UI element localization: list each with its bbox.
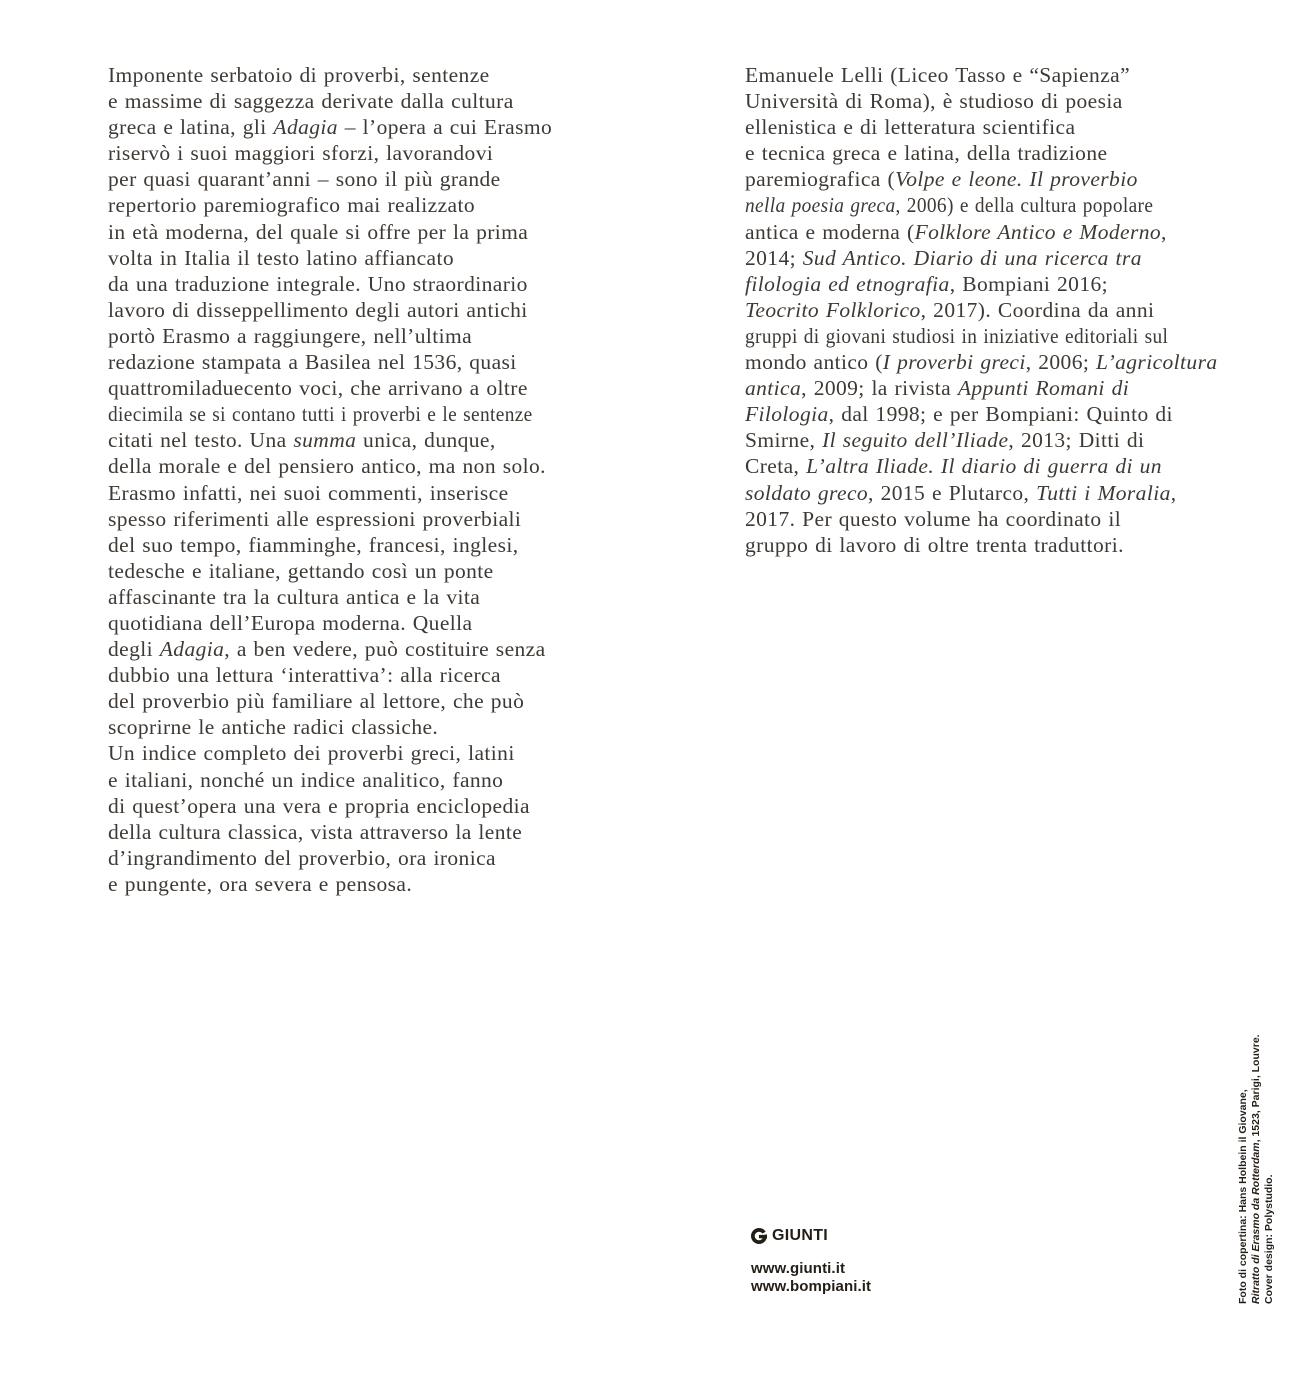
text-line: [108, 245, 596, 271]
text-segment: affascinante tra la cultura antica e la vita: [108, 584, 481, 609]
text-segment: citati nel testo. Una: [108, 428, 294, 453]
text-line: [745, 219, 1240, 245]
text-line: [108, 558, 596, 584]
text-segment: lavoro di disseppellimento degli autori antichi: [108, 297, 528, 322]
text-segment: ellenistica e di letteratura scientifica: [745, 115, 1076, 140]
text-segment: Erasmo infatti, nei suoi commenti, inserisce: [108, 480, 509, 505]
text-segment: della cultura classica, vista attraverso la lente: [108, 819, 523, 844]
text-line: [745, 349, 1240, 375]
text-line: [108, 140, 596, 166]
text-segment: , 2009; la rivista: [801, 376, 958, 401]
text-segment: da una traduzione integrale. Uno straordinario: [108, 271, 528, 296]
text-line: [108, 192, 596, 218]
text-segment: ,: [1170, 480, 1177, 505]
giunti-logo: [751, 1227, 871, 1244]
text-segment: mondo antico (: [745, 350, 883, 375]
text-segment: del suo tempo, fiamminghe, francesi, inglesi,: [108, 532, 519, 557]
text-line: [745, 88, 1240, 114]
text-line: [108, 219, 596, 245]
giunti-g-icon: [751, 1228, 767, 1244]
text-segment: tedesche e italiane, gettando così un ponte: [108, 558, 494, 583]
text-segment: antica e moderna (: [745, 219, 915, 244]
text-line: [108, 506, 596, 532]
text-segment: dubbio una lettura ‘interattiva’: alla ricerca: [108, 663, 501, 688]
text-line: [108, 401, 547, 427]
italic-text-segment: Adagia: [273, 115, 338, 140]
text-segment: scoprirne le antiche radici classiche.: [108, 715, 439, 740]
text-line: [745, 480, 1240, 506]
italic-text-segment: Tutti i Moralia: [1036, 480, 1171, 505]
text-segment: – l’opera a cui Erasmo: [337, 115, 553, 140]
cover-photo-credits: [1237, 1032, 1276, 1304]
text-line: [108, 271, 596, 297]
text-segment: , 2006;: [1025, 350, 1097, 375]
text-line: [1250, 1032, 1263, 1304]
text-segment: e massime di saggezza derivate dalla cultura: [108, 89, 514, 114]
giunti-logo-text: GIUNTI: [772, 1226, 829, 1244]
text-segment: riservò i suoi maggiori sforzi, lavorandovi: [108, 141, 494, 166]
text-segment: redazione stampata a Basilea nel 1536, quasi: [108, 350, 517, 375]
text-line: [108, 740, 596, 766]
text-segment: diecimila se si contano tutti i proverbi e le sentenze: [108, 402, 533, 427]
bompiani-website-url: www.bompiani.it: [751, 1277, 872, 1295]
text-line: [108, 62, 596, 88]
italic-text-segment: nella poesia greca: [745, 193, 896, 218]
publisher-block: [751, 1227, 871, 1295]
italic-text-segment: Ritratto di Erasmo da Rotterdam: [1250, 1142, 1262, 1304]
text-line: [108, 871, 596, 897]
text-segment: d’ingrandimento del proverbio, ora ironica: [108, 845, 496, 870]
text-line: [108, 819, 596, 845]
text-segment: in età moderna, del quale si offre per la prima: [108, 219, 529, 244]
italic-text-segment: Sud Antico. Diario di una ricerca tra: [802, 245, 1142, 270]
text-segment: 2014;: [745, 245, 803, 270]
text-line: [108, 688, 596, 714]
text-line: [745, 62, 1240, 88]
text-segment: degli: [108, 637, 160, 662]
text-line: [1237, 1032, 1250, 1304]
text-segment: quotidiana dell’Europa moderna. Quella: [108, 610, 473, 635]
italic-text-segment: L’altra Iliade. Il diario di guerra di un: [806, 454, 1162, 479]
italic-text-segment: I proverbi greci: [882, 350, 1026, 375]
italic-text-segment: Folklore Antico e Moderno: [914, 219, 1162, 244]
text-segment: volta in Italia il testo latino affiancato: [108, 245, 454, 270]
italic-text-segment: soldato greco: [745, 480, 869, 505]
text-line: [108, 636, 596, 662]
text-segment: Imponente serbatoio di proverbi, sentenze: [108, 63, 490, 87]
text-line: [745, 114, 1240, 140]
text-segment: ,: [1161, 219, 1167, 244]
text-segment: Smirne,: [745, 428, 823, 453]
text-segment: , 1523, Parigi, Louvre.: [1250, 1034, 1262, 1143]
text-segment: quattromiladuecento voci, che arrivano a oltre: [108, 376, 528, 401]
text-segment: , dal 1998; e per Bompiani: Quinto di: [828, 402, 1173, 427]
italic-text-segment: Filologia: [745, 402, 829, 427]
left-column-description: [108, 62, 596, 897]
text-line: [745, 245, 1240, 271]
text-line: [108, 610, 596, 636]
italic-text-segment: L’agricoltura: [1096, 350, 1218, 375]
text-line: [108, 584, 596, 610]
text-segment: , 2013; Ditti di: [1008, 428, 1145, 453]
text-line: [108, 480, 596, 506]
text-line: [745, 192, 1191, 218]
right-column-author-bio: [745, 62, 1240, 558]
text-line: [745, 140, 1240, 166]
italic-text-segment: antica: [745, 376, 802, 401]
giunti-website-url: www.giunti.it: [751, 1260, 846, 1277]
text-segment: Cover design: Polystudio.: [1263, 1174, 1275, 1304]
text-segment: portò Erasmo a raggiungere, nell’ultima: [108, 323, 473, 348]
text-line: [108, 88, 596, 114]
italic-text-segment: Volpe e leone. Il proverbio: [895, 167, 1138, 192]
text-segment: , 2015 e Plutarco,: [868, 480, 1037, 505]
text-line: [108, 662, 596, 688]
text-line: [745, 453, 1240, 479]
text-line: [745, 166, 1240, 192]
text-segment: e italiani, nonché un indice analitico, fanno: [108, 767, 504, 792]
text-segment: Un indice completo dei proverbi greci, latini: [108, 741, 515, 766]
text-segment: repertorio paremiografico mai realizzato: [108, 193, 475, 218]
italic-text-segment: Teocrito Folklorico: [745, 297, 921, 322]
text-segment: e tecnica greca e latina, della tradizione: [745, 141, 1108, 166]
text-line: [108, 323, 596, 349]
italic-text-segment: Appunti Romani di: [957, 376, 1130, 401]
publisher-websites: [751, 1260, 871, 1295]
text-line: [745, 506, 1240, 532]
text-segment: di quest’opera una vera e propria enciclopedia: [108, 793, 530, 818]
text-segment: per quasi quarant’anni – sono il più grande: [108, 167, 501, 192]
text-line: [745, 532, 1240, 558]
text-line: [108, 349, 596, 375]
text-line: [745, 323, 1191, 349]
text-line: [745, 401, 1240, 427]
text-line: [745, 297, 1240, 323]
text-segment: Emanuele Lelli (Liceo Tasso e “Sapienza”: [745, 63, 1131, 87]
text-segment: spesso riferimenti alle espressioni proverbiali: [108, 506, 522, 531]
italic-text-segment: Il seguito dell’Iliade: [822, 428, 1009, 453]
text-line: [108, 714, 596, 740]
text-line: [108, 427, 596, 453]
text-line: [108, 845, 596, 871]
text-segment: gruppi di giovani studiosi in iniziative editoriali sul: [745, 323, 1169, 348]
text-segment: Foto di copertina: Hans Holbein il Giovane,: [1237, 1089, 1249, 1304]
text-line: [745, 375, 1240, 401]
text-line: [108, 114, 596, 140]
text-line: [745, 427, 1240, 453]
text-line: [108, 453, 596, 479]
italic-text-segment: Adagia: [159, 637, 225, 662]
text-line: [108, 166, 596, 192]
text-line: [108, 297, 596, 323]
text-line: [745, 271, 1240, 297]
text-segment: unica, dunque,: [356, 428, 496, 453]
text-segment: , 2017). Coordina da anni: [920, 297, 1155, 322]
text-segment: Creta,: [745, 454, 807, 479]
text-segment: Università di Roma), è studioso di poesia: [745, 89, 1123, 114]
text-segment: paremiografica (: [745, 167, 896, 192]
text-line: [1263, 1032, 1276, 1304]
italic-text-segment: summa: [293, 428, 357, 453]
text-line: [108, 375, 596, 401]
text-line: [108, 793, 596, 819]
text-segment: della morale e del pensiero antico, ma non solo.: [108, 454, 546, 479]
italic-text-segment: filologia ed etnografia: [745, 271, 950, 296]
text-segment: , 2006) e della cultura popolare: [895, 193, 1154, 218]
text-segment: , a ben vedere, può costituire senza: [224, 637, 546, 662]
text-line: [108, 532, 596, 558]
text-line: [108, 767, 596, 793]
text-segment: gruppo di lavoro di oltre trenta traduttori.: [745, 532, 1124, 557]
text-segment: 2017. Per questo volume ha coordinato il: [745, 506, 1122, 531]
text-segment: , Bompiani 2016;: [949, 271, 1109, 296]
text-segment: del proverbio più familiare al lettore, che può: [108, 689, 525, 714]
text-segment: e pungente, ora severa e pensosa.: [108, 871, 413, 896]
text-segment: greca e latina, gli: [108, 115, 274, 140]
